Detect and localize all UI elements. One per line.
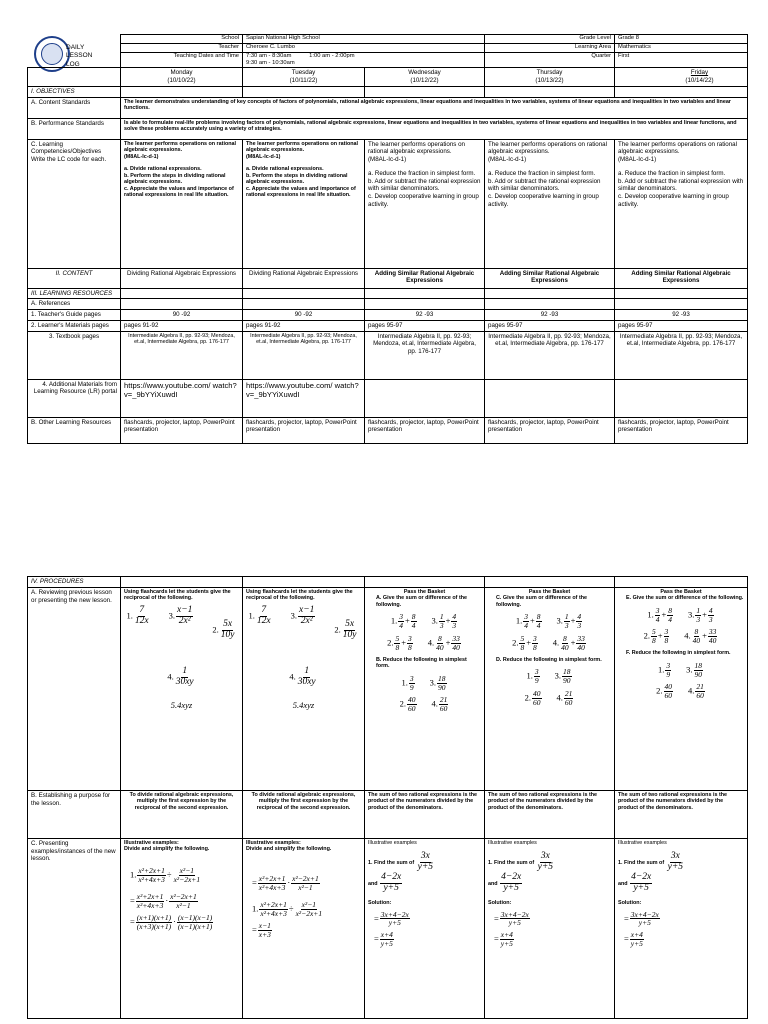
competencies-friday: The learner performs operations on rational algebraic expressions. (M8AL-Ic-d-1) a. Reduce the fraction in simplest form. b. Add or subtract the rational expression with similar denominators. c. Develop cooperative learning in group activity.	[615, 139, 748, 268]
competencies-monday: The learner performs operations on rational algebraic expressions. (M8AL-Ic-d-1) a. Divide rational expressions. b. Perform the steps in dividing rational algebraic expressions. c. Appreciate the values and importance of rational expressions in real life situation.	[121, 139, 243, 268]
lm-friday: pages 95-97	[615, 320, 748, 331]
textbook-wednesday: Intermediate Algebra II, pp. 92-93; Mendoza, et.al, Intermediate Algebra, pp. 176-177	[365, 331, 485, 379]
lm-wednesday: pages 95-97	[365, 320, 485, 331]
area-label: Learning Area	[485, 44, 615, 53]
performance-standards-label: B. Performance Standards	[28, 118, 121, 139]
day-friday: Friday (10/14/22)	[615, 68, 748, 87]
dates-value	[243, 53, 485, 68]
lm-tuesday: pages 91-92	[243, 320, 365, 331]
competencies-label: C. Learning Competencies/Objectives Write the LC code for each.	[28, 139, 121, 268]
objectives-heading: I. OBJECTIVES	[28, 86, 121, 97]
purpose-monday: To divide rational algebraic expressions, multiply the first expression by the reciprocal of the second expression.	[121, 790, 243, 838]
tg-friday: 92 -93	[615, 310, 748, 321]
grade-value: Grade 8	[615, 35, 748, 44]
reciprocal-exercises: 1. $\frac{7}{12x}$ 3. $\frac{x-1}{\text{2x²}}$ 2. $\frac{5x}{10y}$ 4. $\frac{1}{30xy}$ 5.4xyz	[126, 604, 235, 710]
tg-tuesday: 90 -92	[243, 310, 365, 321]
content-heading: II. CONTENT	[28, 268, 121, 288]
review-tuesday: Using flashcards let the students give the reciprocal of the following. 1. $\frac{7}{12x}$ 3. $\frac{x-1}{\text{2x²}}$ 2. $\frac{5x}{10y}$ 4. $\frac{1}{30xy}$ 5.4xyz	[243, 587, 365, 790]
tg-monday: 90 -92	[121, 310, 243, 321]
content-standards-label: A. Content Standards	[28, 97, 121, 118]
review-monday: Using flashcards let the students give the reciprocal of the following. 1. $\frac{7}{12x}$ 3. $\frac{x-1}{\text{2x²}}$ 2. $\frac{5x}{10y}$ 4. $\frac{1}{30xy}$ 5.4xyz	[121, 587, 243, 790]
topic-tuesday: Dividing Rational Algebraic Expressions	[243, 268, 365, 288]
lesson-log-procedures	[27, 576, 748, 1019]
youtube-link-monday[interactable]: https://www.youtube.com/ watch?v=_9bYYiXuwdI	[121, 379, 243, 417]
day-monday: Monday (10/10/22)	[121, 68, 243, 87]
quarter-value: First	[615, 53, 748, 68]
school-value: Sapian National High School	[243, 35, 485, 44]
review-wednesday: Pass the Basket A. Give the sum or difference of the following. 1. $\frac{3}{4}$ + $\frac{8}{4}$ 3. $\frac{1}{3}$ + $\frac{4}{3}$ 2. $\frac{5}{8}$ + $\frac{3}{8}$ 4. $\frac{8}{40}$ + $\frac{33}{40}$ B. Reduce the following in simplest form. 1. $\frac{3}{9}$ 3. $\frac{18}{90}$ 2. $\frac{40}{60}$ 4. $\frac{21}{60}$	[365, 587, 485, 790]
quarter-label: Quarter	[485, 53, 615, 68]
lesson-log-top	[27, 34, 748, 444]
topic-thursday: Adding Similar Rational Algebraic Expressions	[485, 268, 615, 288]
review-thursday: Pass the Basket C. Give the sum or difference of the following. 1. $\frac{3}{4}$ + $\frac{8}{4}$ 3. $\frac{1}{3}$ + $\frac{4}{3}$ 2. $\frac{5}{8}$ + $\frac{3}{8}$ 4. $\frac{8}{40}$ + $\frac{33}{40}$ D. Reduce the following in simplest form. 1. $\frac{3}{9}$ 3. $\frac{18}{90}$ 2. $\frac{40}{60}$ 4. $\frac{21}{60}$	[485, 587, 615, 790]
topic-monday: Dividing Rational Algebraic Expressions	[121, 268, 243, 288]
area-value: Mathematics	[615, 44, 748, 53]
day-thursday: Thursday (10/13/22)	[485, 68, 615, 87]
other-friday: flashcards, projector, laptop, PowerPoint presentation	[615, 417, 748, 443]
purpose-thursday: The sum of two rational expressions is the product of the numerators divided by the product of the denominators.	[485, 790, 615, 838]
day-wednesday: Wednesday (10/12/22)	[365, 68, 485, 87]
review-label: A. Reviewing previous lesson or presenting the new lesson.	[28, 587, 121, 790]
grade-label: Grade Level	[485, 35, 615, 44]
competencies-tuesday: The learner performs operations on rational algebraic expressions. (M8AL-Ic-d-1) a. Divide rational expressions. b. Perform the steps in dividing rational algebraic expressions. c. Appreciate the values and importance of rational expressions in real life situation.	[243, 139, 365, 268]
day-tuesday: Tuesday (10/11/22)	[243, 68, 365, 87]
dates-line-2: 9:30 am - 10:30am	[246, 60, 295, 67]
competencies-thursday: The learner performs operations on rational algebraic expressions. (M8AL-Ic-d-1) a. Reduce the fraction in simplest form. b. Add or subtract the rational expression with similar denominators. c. Develop cooperative learning in group activity.	[485, 139, 615, 268]
other-monday: flashcards, projector, laptop, PowerPoint presentation	[121, 417, 243, 443]
presenting-tuesday: Illustrative examples: Divide and simplify the following. = $\frac{\text{x²+2x+1}}{\text{x²+4x+3}}$ · $\frac{\text{x²−2x+1}}{\text{x²−1}}$ 1. $\frac{\text{x²+2x+1}}{\text{x²+4x+3}}$ ÷ $\frac{\text{x²−1}}{\text{x²−2x+1}}$ = $\frac{x-1}{x+3}$	[243, 838, 365, 1018]
log-title: DAILY LESSON LOG	[66, 44, 93, 68]
textbook-monday: Intermediate Algebra II, pp. 92-93; Mendoza, et.al, Intermediate Algebra, pp. 176-177	[121, 331, 243, 379]
school-label: School	[121, 35, 243, 44]
day-header-row	[28, 68, 748, 87]
competencies-wednesday: The learner performs operations on rational algebraic expressions. (M8AL-Ic-d-1) a. Reduce the fraction in simplest form. b. Add or subtract the rational expression with similar denominators. c. Develop cooperative learning in group activity.	[365, 139, 485, 268]
presenting-friday: Illustrative examples 1. Find the sum of $\frac{3x}{y+5}$ and $\frac{4-2x}{y+5}$ Solution: = $\frac{3x+4-2x}{y+5}$ = $\frac{x+4}{y+5}$	[615, 838, 748, 1018]
additional-materials-label: 4. Additional Materials from Learning Resource (LR) portal	[28, 379, 121, 417]
presenting-monday: Illustrative examples: Divide and simplify the following. 1. $\frac{\text{x²+2x+1}}{\text{x²+4x+3}}$ ÷ $\frac{\text{x²−1}}{\text{x²−2x+1}}$ = $\frac{\text{x²+2x+1}}{\text{x²+4x+3}}$ · $\frac{\text{x²−2x+1}}{\text{x²−1}}$ = $\frac{(x+1)(x+1)}{(x+3)(x+1)}$ · $\frac{(x-1)(x-1)}{(x-1)(x+1)}$	[121, 838, 243, 1018]
procedures-heading: IV. PROCEDURES	[28, 577, 121, 588]
presenting-wednesday: Illustrative examples 1. Find the sum of $\frac{3x}{y+5}$ and $\frac{4-2x}{y+5}$ Solution: = $\frac{3x+4-2x}{y+5}$ = $\frac{x+4}{y+5}$	[365, 838, 485, 1018]
other-tuesday: flashcards, projector, laptop, PowerPoint presentation	[243, 417, 365, 443]
teacher-value: Cheroee C. Lumbo	[243, 44, 485, 53]
review-friday: Pass the Basket E. Give the sum or difference of the following. 1. $\frac{3}{4}$ + $\frac{8}{4}$ 3. $\frac{1}{3}$ + $\frac{4}{3}$ 2. $\frac{5}{8}$ + $\frac{3}{8}$ 4. $\frac{8}{40}$ + $\frac{33}{40}$ F. Reduce the following in simplest form. 1. $\frac{3}{9}$ 3. $\frac{18}{90}$ 2. $\frac{40}{60}$ 4. $\frac{21}{60}$	[615, 587, 748, 790]
tg-thursday: 92 -93	[485, 310, 615, 321]
topic-friday: Adding Similar Rational Algebraic Expressions	[615, 268, 748, 288]
dates-label: Teaching Dates and Time	[121, 53, 243, 68]
purpose-label: B. Establishing a purpose for the lesson.	[28, 790, 121, 838]
topic-wednesday: Adding Similar Rational Algebraic Expressions	[365, 268, 485, 288]
lm-monday: pages 91-92	[121, 320, 243, 331]
other-resources-label: B. Other Learning Resources	[28, 417, 121, 443]
other-wednesday: flashcards, projector, laptop, PowerPoint presentation	[365, 417, 485, 443]
textbook-tuesday: Intermediate Algebra II, pp. 92-93; Mendoza, et.al, Intermediate Algebra, pp. 176-177	[243, 331, 365, 379]
content-standards-text: The learner demonstrates understanding of key concepts of factors of polynomials, rational algebraic expressions, linear equations and inequalities in two variables, systems of linear equations and inequalities in two variables and linear functions.	[121, 97, 748, 118]
resources-heading: III. LEARNING RESOURCES	[28, 288, 121, 299]
lm-label: 2. Learner's Materials pages	[28, 320, 121, 331]
reciprocal-exercises: 1. $\frac{7}{12x}$ 3. $\frac{x-1}{\text{2x²}}$ 2. $\frac{5x}{10y}$ 4. $\frac{1}{30xy}$ 5.4xyz	[248, 604, 357, 710]
presenting-thursday: Illustrative examples 1. Find the sum of $\frac{3x}{y+5}$ and $\frac{4-2x}{y+5}$ Solution: = $\frac{3x+4-2x}{y+5}$ = $\frac{x+4}{y+5}$	[485, 838, 615, 1018]
tg-label: 1. Teacher's Guide pages	[28, 310, 121, 321]
textbook-thursday: Intermediate Algebra II, pp. 92-93; Mendoza, et.al, Intermediate Algebra, pp. 176-177	[485, 331, 615, 379]
youtube-link-tuesday[interactable]: https://www.youtube.com/ watch?v=_9bYYiXuwdI	[243, 379, 365, 417]
references-label: A. References	[28, 299, 121, 310]
purpose-wednesday: The sum of two rational expressions is the product of the numerators divided by the product of the denominators.	[365, 790, 485, 838]
purpose-friday: The sum of two rational expressions is the product of the numerators divided by the product of the denominators.	[615, 790, 748, 838]
textbook-friday: Intermediate Algebra II, pp. 92-93; Mendoza, et.al, Intermediate Algebra, pp. 176-177	[615, 331, 748, 379]
performance-standards-text: Is able to formulate real-life problems involving factors of polynomials, rational algebraic expressions, linear equations and inequalities in two variables, systems of linear equations and inequalities in two variables and linear functions, and solve these problems accurately using a variety of strategies.	[121, 118, 748, 139]
teacher-label: Teacher	[121, 44, 243, 53]
lm-thursday: pages 95-97	[485, 320, 615, 331]
other-thursday: flashcards, projector, laptop, PowerPoint presentation	[485, 417, 615, 443]
textbook-label: 3. Textbook pages	[28, 331, 121, 379]
dates-line-1: 7:30 am - 8:30am 1:00 am - 2:00pm	[246, 53, 355, 59]
presenting-label: C. Presenting examples/instances of the new lesson.	[28, 838, 121, 1018]
tg-wednesday: 92 -93	[365, 310, 485, 321]
purpose-tuesday: To divide rational algebraic expressions, multiply the first expression by the reciprocal of the second expression.	[243, 790, 365, 838]
